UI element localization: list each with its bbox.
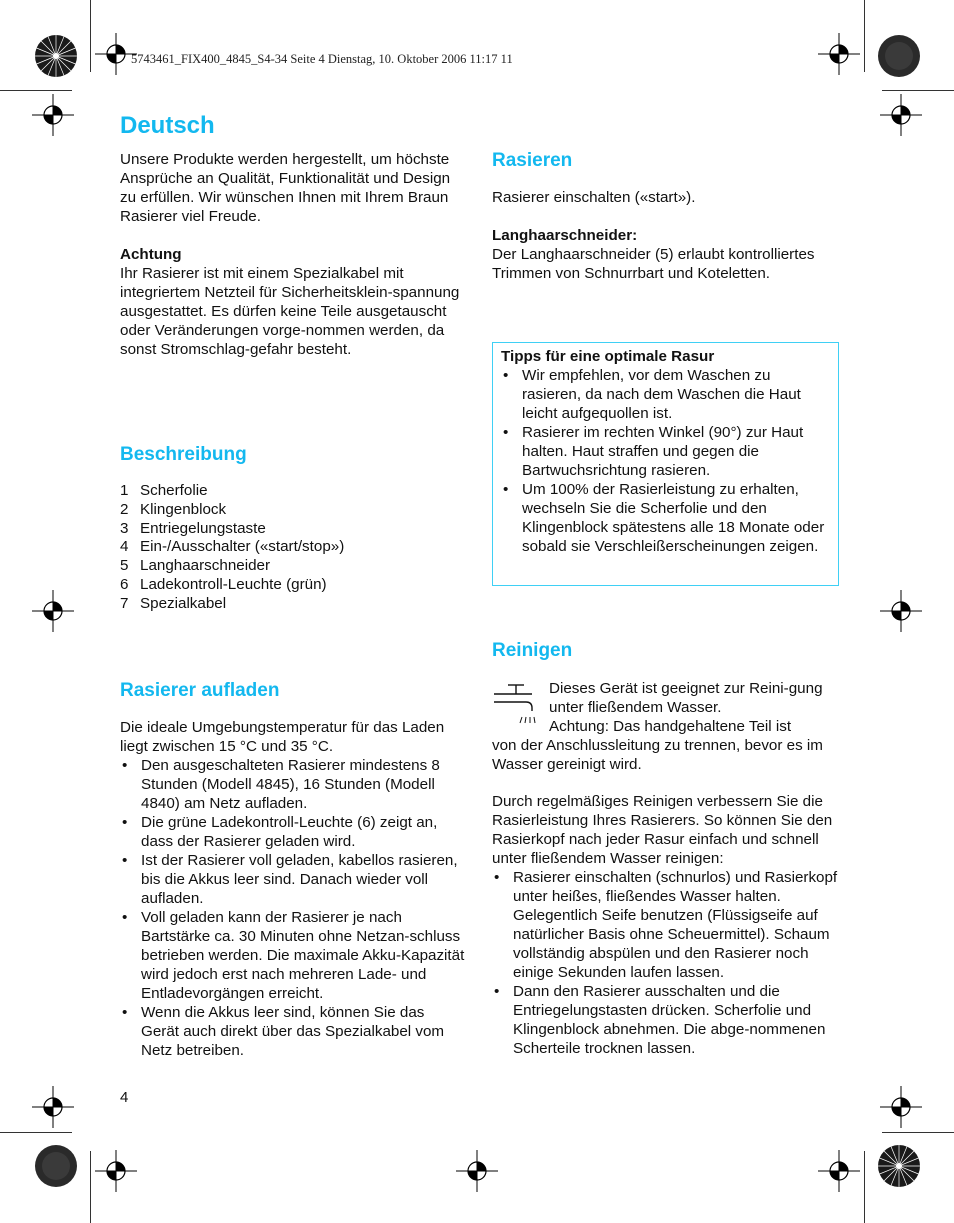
intro-text: Unsere Produkte werden hergestellt, um höchste Ansprüche an Qualität, Funktionalität und Design zu erfüllen. Wir wünschen Ihnen mit Ihrem Braun Rasierer viel Freude. — [120, 151, 451, 225]
dot-icon — [34, 1144, 78, 1188]
registration-mark — [32, 94, 74, 136]
trim-line — [0, 90, 72, 91]
item-label: Ein-/Ausschalter («start/stop») — [140, 538, 345, 556]
sunburst-mark — [877, 1144, 921, 1188]
item-label: Langhaarschneider — [140, 557, 271, 575]
list-item — [120, 538, 465, 557]
crosshair-icon — [880, 1086, 922, 1128]
list-item — [120, 595, 465, 614]
trim-line — [90, 0, 91, 72]
cleaning-continued: von der Anschlussleitung zu trennen, bevor es im Wasser gereinigt wird. — [492, 737, 823, 773]
registration-mark — [818, 1150, 860, 1192]
charging-intro: Die ideale Umgebungstemperatur für das Laden liegt zwischen 15 °C und 35 °C. — [120, 719, 445, 755]
water-tap-icon — [492, 681, 542, 725]
registration-mark — [32, 590, 74, 632]
sunburst-icon — [34, 34, 78, 78]
crosshair-icon — [456, 1150, 498, 1192]
registration-mark — [456, 1150, 498, 1192]
trim-line — [882, 90, 954, 91]
list-item: • Ist der Rasierer voll geladen, kabellos rasieren, bis die Akkus leer sind. Danach wieder voll aufladen. — [120, 851, 465, 908]
section-heading-rasieren: Rasieren — [492, 150, 573, 171]
registration-mark — [880, 94, 922, 136]
registration-mark — [880, 1086, 922, 1128]
trim-line — [864, 0, 865, 72]
trim-line — [0, 1132, 72, 1133]
shaving-text: Rasierer einschalten («start»). — [492, 189, 696, 206]
item-number: 7 — [120, 594, 129, 612]
cleaning-section — [492, 792, 841, 1058]
list-item — [120, 501, 465, 520]
trimmer-section — [492, 226, 837, 283]
intro-paragraph — [120, 150, 465, 226]
tips-box — [492, 342, 839, 586]
sunburst-mark — [34, 34, 78, 78]
trim-line — [882, 1132, 954, 1133]
cleaning-suitability: Dieses Gerät ist geeignet zur Reini-gung unter fließendem Wasser. — [549, 680, 823, 716]
warning-text: Ihr Rasierer ist mit einem Spezialkabel mit integriertem Netzteil für Sicherheitsklein-spannung ausgestattet. Es dürfen keine Teile ausgetauscht oder Veränderungen vorge-nommen werden, da sonst Stromschlag-gefahr besteht. — [120, 265, 460, 358]
trimmer-text: Der Langhaarschneider (5) erlaubt kontrolliertes Trimmen von Schnurrbart und Koteletten. — [492, 246, 815, 282]
registration-mark — [818, 33, 860, 75]
crosshair-icon — [32, 590, 74, 632]
list-item: • Wenn die Akkus leer sind, können Sie das Gerät auch direkt über das Spezialkabel vom Netz betreiben. — [120, 1003, 465, 1060]
tips-heading: Tipps für eine optimale Rasur — [501, 348, 715, 365]
sunburst-icon — [877, 1144, 921, 1188]
list-item: • Voll geladen kann der Rasierer je nach Bartstärke ca. 30 Minuten ohne Netzan-schluss betrieben werden. Die maximale Akku-Kapazität wird jedoch erst nach mehreren Lade- und Entladevorgängen erreicht. — [120, 908, 465, 1003]
section-heading-beschreibung: Beschreibung — [120, 444, 247, 465]
list-item — [120, 576, 465, 595]
tips-list — [501, 366, 830, 556]
dot-icon — [877, 34, 921, 78]
item-number: 6 — [120, 575, 129, 593]
crosshair-icon — [32, 94, 74, 136]
registration-mark — [95, 1150, 137, 1192]
section-heading-reinigen: Reinigen — [492, 640, 573, 661]
cleaning-paragraph: Durch regelmäßiges Reinigen verbessern Sie die Rasierleistung Ihres Rasierers. So können Sie den Rasierkopf nach jeder Rasur einfach und schnell unter fließendem Wasser reinigen: — [492, 793, 833, 867]
registration-mark — [880, 590, 922, 632]
cleaning-icon-text — [549, 679, 841, 736]
charging-bullets — [120, 756, 465, 1060]
item-label: Scherfolie — [140, 482, 208, 499]
parts-list — [120, 482, 465, 614]
crosshair-icon — [818, 33, 860, 75]
solid-dot-mark — [34, 1144, 78, 1188]
crosshair-icon — [95, 1150, 137, 1192]
faucet-icon — [492, 681, 542, 725]
item-label: Spezialkabel — [140, 594, 227, 612]
charging-section — [120, 718, 465, 1060]
item-label: Entriegelungstaste — [140, 519, 266, 537]
list-item — [120, 557, 465, 576]
trim-line — [864, 1151, 865, 1223]
crosshair-icon — [880, 94, 922, 136]
warning-section — [120, 245, 465, 359]
list-item: • Die grüne Ladekontroll-Leuchte (6) zeigt an, dass der Rasierer geladen wird. — [120, 813, 465, 851]
list-item: • Um 100% der Rasierleistung zu erhalten, wechseln Sie die Scherfolie und den Klingenblock spätestens alle 18 Monate oder sobald sie Verschleißerscheinungen zeigen. — [501, 480, 830, 556]
cleaning-bullets — [492, 868, 841, 1058]
page-title: Deutsch — [120, 112, 215, 139]
list-item: • Wir empfehlen, vor dem Waschen zu rasieren, da nach dem Waschen die Haut leicht aufgequollen ist. — [501, 366, 830, 423]
trimmer-heading: Langhaarschneider: — [492, 227, 638, 244]
list-item — [120, 520, 465, 539]
cleaning-warning: Achtung: Das handgehaltene Teil ist — [549, 718, 792, 735]
trim-line — [90, 1151, 91, 1223]
registration-mark — [32, 1086, 74, 1128]
item-number: 1 — [120, 482, 129, 499]
item-number: 2 — [120, 500, 129, 518]
section-heading-aufladen: Rasierer aufladen — [120, 680, 280, 701]
crosshair-icon — [32, 1086, 74, 1128]
crosshair-icon — [818, 1150, 860, 1192]
warning-heading: Achtung — [120, 246, 182, 263]
item-label: Klingenblock — [140, 500, 227, 518]
item-label: Ladekontroll-Leuchte (grün) — [140, 575, 327, 593]
crosshair-icon — [880, 590, 922, 632]
list-item: • Dann den Rasierer ausschalten und die Entriegelungstasten drücken. Scherfolie und Klingenblock abnehmen. Die abge-nommenen Scherteile trocknen lassen. — [492, 982, 841, 1058]
page-number: 4 — [120, 1089, 129, 1106]
list-item — [120, 482, 465, 501]
list-item: • Rasierer einschalten (schnurlos) und Rasierkopf unter heißes, fließendes Wasser halten. Gelegentlich Seife benutzen (Flüssigseife auf natürlicher Basis ohne Scheuermittel). Schaum vollständig abspülen und den Rasierer noch einige Sekunden laufen lassen. — [492, 868, 841, 982]
print-header: 5743461_FIX400_4845_S4-34 Seite 4 Dienstag, 10. Oktober 2006 11:17 11 — [131, 52, 513, 66]
list-item: • Rasierer im rechten Winkel (90°) zur Haut halten. Haut straffen und gegen die Bartwuchsrichtung rasieren. — [501, 423, 830, 480]
item-number: 3 — [120, 519, 129, 537]
list-item: • Den ausgeschalteten Rasierer mindestens 8 Stunden (Modell 4845), 16 Stunden (Modell 4840) am Netz aufladen. — [120, 756, 465, 813]
solid-dot-mark — [877, 34, 921, 78]
item-number: 5 — [120, 557, 129, 575]
item-number: 4 — [120, 538, 129, 556]
